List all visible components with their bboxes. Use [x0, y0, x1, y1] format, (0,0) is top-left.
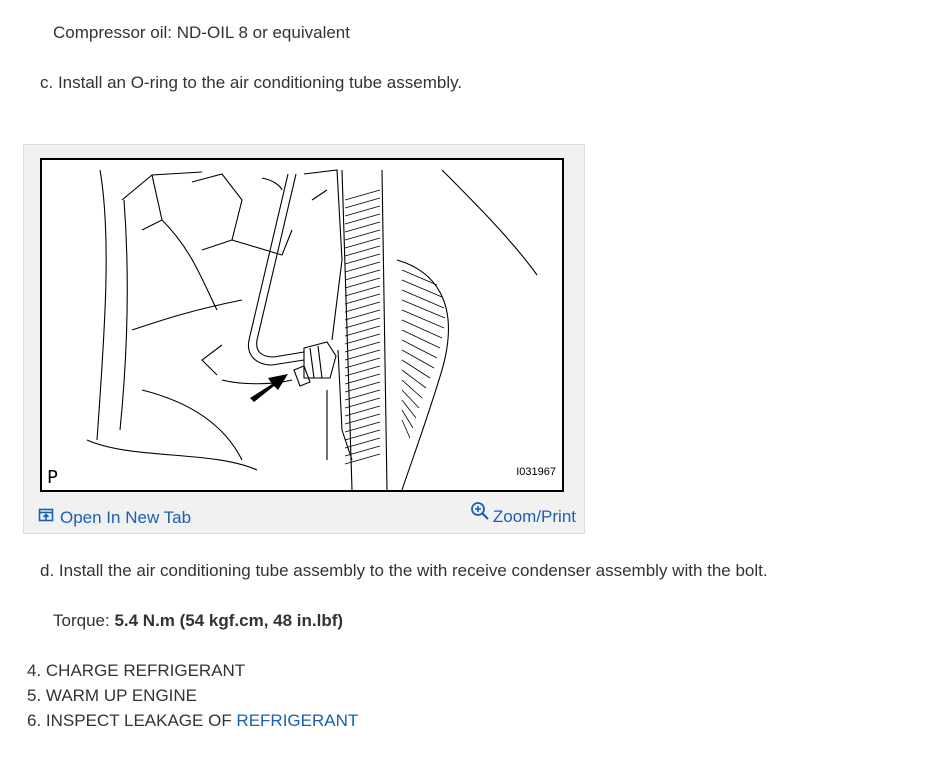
list-item-prefix: 6. INSPECT LEAKAGE OF: [27, 711, 237, 730]
open-in-new-tab-link[interactable]: [38, 507, 191, 528]
pointer-arrow-icon: [250, 374, 288, 402]
open-in-new-tab-label: Open In New Tab: [60, 507, 192, 527]
zoom-in-icon: [470, 501, 490, 526]
o-ring-installation-drawing: [42, 160, 562, 490]
list-item: 4. CHARGE REFRIGERANT: [27, 661, 246, 680]
figure-container: [23, 144, 585, 534]
zoom-print-label: Zoom/Print: [492, 507, 576, 526]
refrigerant-link[interactable]: REFRIGERANT: [236, 711, 359, 730]
figure-code: I031967: [516, 466, 556, 478]
torque-value: 5.4 N.m (54 kgf.cm, 48 in.lbf): [114, 611, 344, 630]
figure-corner-letter: P: [47, 467, 58, 488]
zoom-print-link[interactable]: [470, 507, 576, 527]
figure-toolbar: [24, 499, 584, 533]
step-d-instruction: d. Install the air conditioning tube assembly to the with receive condenser assembly with the bolt.: [40, 561, 768, 580]
list-item: [27, 711, 358, 731]
torque-label: Torque:: [53, 611, 115, 630]
figure-illustration[interactable]: [40, 158, 564, 492]
open-new-tab-icon: [38, 507, 54, 528]
compressor-oil-spec: Compressor oil: ND-OIL 8 or equivalent: [53, 23, 350, 42]
step-c-instruction: c. Install an O-ring to the air conditioning tube assembly.: [40, 73, 463, 92]
torque-spec: [53, 611, 343, 631]
list-item: 5. WARM UP ENGINE: [27, 686, 198, 705]
